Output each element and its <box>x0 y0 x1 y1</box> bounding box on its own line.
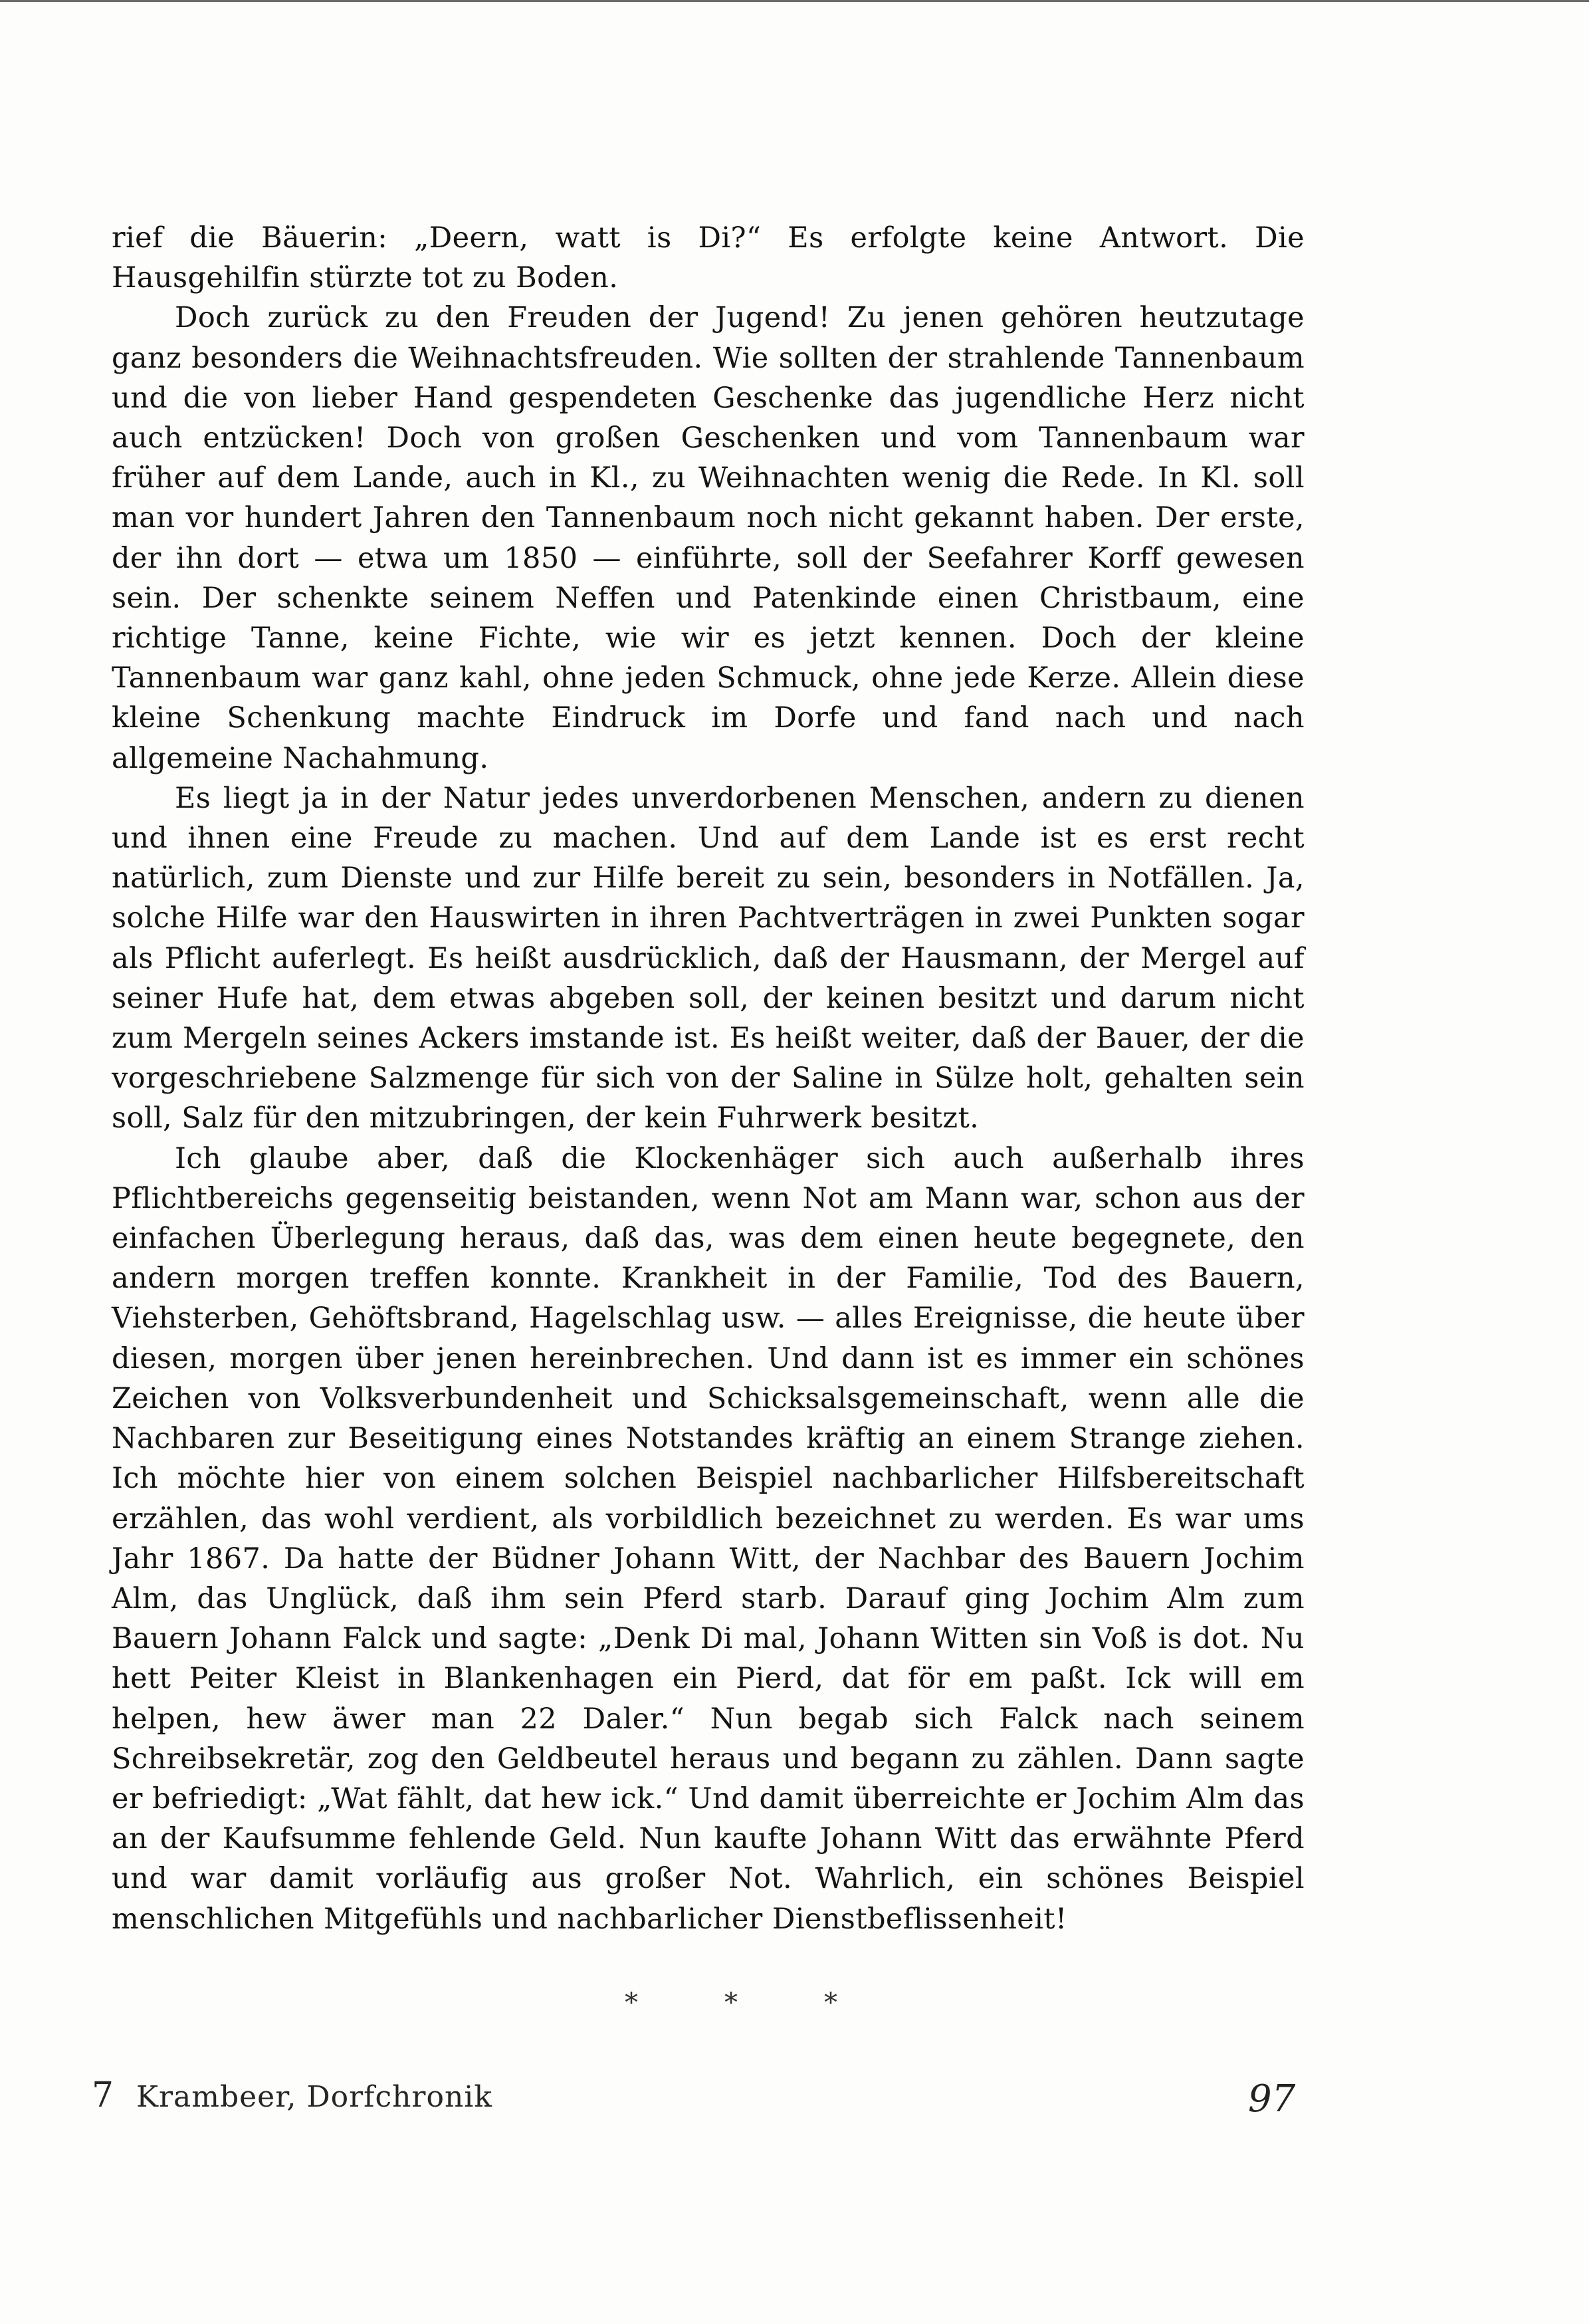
paragraph-helping: Es liegt ja in der Natur jedes unverdorbenen Menschen, andern zu dienen und ihnen eine Freude zu machen. Und auf dem Lande ist es erst recht natürlich, zum Dienste und zur Hilfe bereit zu sein, besonders in Notfällen. Ja, solche Hilfe war den Hauswirten in ihren Pachtverträgen in zwei Punkten sogar als Pflicht auferlegt. Es heißt ausdrücklich, daß der Hausmann, der Mergel auf seiner Hufe hat, dem etwas abgeben soll, der keinen besitzt und darum nicht zum Mergeln seines Ackers imstande ist. Es heißt weiter, daß der Bauer, der die vorgeschriebene Salzmenge für sich von der Saline in Sülze holt, gehalten sein soll, Salz für den mitzubringen, der kein Fuhrwerk besitzt. <box>112 781 1305 1135</box>
paragraph-continuation: rief die Bäuerin: „Deern, watt is Di?“ Es erfolgte keine Antwort. Die Hausgehilfin stürzte tot zu Boden. <box>112 221 1305 295</box>
page-top-edge <box>0 0 1589 2</box>
signature-number: 7 <box>92 2075 115 2115</box>
section-separator <box>625 1988 837 2018</box>
paragraph-neighbors: Ich glaube aber, daß die Klockenhäger sich auch außerhalb ihres Pflichtbereichs gegenseitig beistanden, wenn Not am Mann war, schon aus der einfachen Überlegung heraus, daß das, was dem einen heute begegnete, den andern morgen treffen konnte. Krankheit in der Familie, Tod des Bauern, Viehsterben, Gehöftsbrand, Hagelschlag usw. — alles Ereignisse, die heute über diesen, morgen über jenen hereinbrechen. Und dann ist es immer ein schönes Zeichen von Volksverbundenheit und Schicksalsgemeinschaft, wenn alle die Nachbaren zur Beseitigung eines Notstandes kräftig an einem Strange ziehen. Ich möchte hier von einem solchen Beispiel nachbarlicher Hilfsbereitschaft erzählen, das wohl verdient, als vorbildlich bezeichnet zu werden. Es war ums Jahr 1867. Da hatte der Büdner Johann Witt, der Nachbar des Bauern Jochim Alm, das Unglück, daß ihm sein Pferd starb. Darauf ging Jochim Alm zum Bauern Johann Falck und sagte: „Denk Di mal, Johann Witten sin Voß is dot. Nu hett Peiter Kleist in Blankenhagen ein Pierd, dat för em paßt. Ick will em helpen, hew äwer man 22 Daler.“ Nun begab sich Falck nach seinem Schreibsekretär, zog den Geldbeutel heraus und begann zu zählen. Dann sagte er befriedigt: „Wat fählt, dat hew ick.“ Und damit überreichte er Jochim Alm das an der Kaufsumme fehlende Geld. Nun kaufte Johann Witt das erwähnte Pferd und war damit vorläufig aus großer Not. Wahrlich, ein schönes Beispiel menschlichen Mitgefühls und nachbarlicher Dienstbeflissenheit! <box>112 1141 1305 1936</box>
signature-text: Krambeer, Dorfchronik <box>136 2080 493 2114</box>
body-text <box>112 218 1305 1939</box>
paragraph-christmas: Doch zurück zu den Freuden der Jugend! Zu jenen gehören heutzutage ganz besonders die Weihnachtsfreuden. Wie sollten der strahlende Tannenbaum und die von lieber Hand gespendeten Geschenke das jugendliche Herz nicht auch entzücken! Doch von großen Geschenken und vom Tannenbaum war früher auf dem Lande, auch in Kl., zu Weihnachten wenig die Rede. In Kl. soll man vor hundert Jahren den Tannenbaum noch nicht gekannt haben. Der erste, der ihn dort — etwa um 1850 — einführte, soll der Seefahrer Korff gewesen sein. Der schenkte seinem Neffen und Patenkinde einen Christbaum, eine richtige Tanne, keine Fichte, wie wir es jetzt kennen. Doch der kleine Tannenbaum war ganz kahl, ohne jeden Schmuck, ohne jede Kerze. Allein diese kleine Schenkung machte Eindruck im Dorfe und fand nach und nach allgemeine Nachahmung. <box>112 301 1305 775</box>
footer-signature <box>92 2075 492 2115</box>
asterisk: * <box>724 1988 738 2018</box>
page-number: 97 <box>1248 2077 1296 2121</box>
asterisk: * <box>824 1988 837 2018</box>
asterisk: * <box>625 1988 638 2018</box>
